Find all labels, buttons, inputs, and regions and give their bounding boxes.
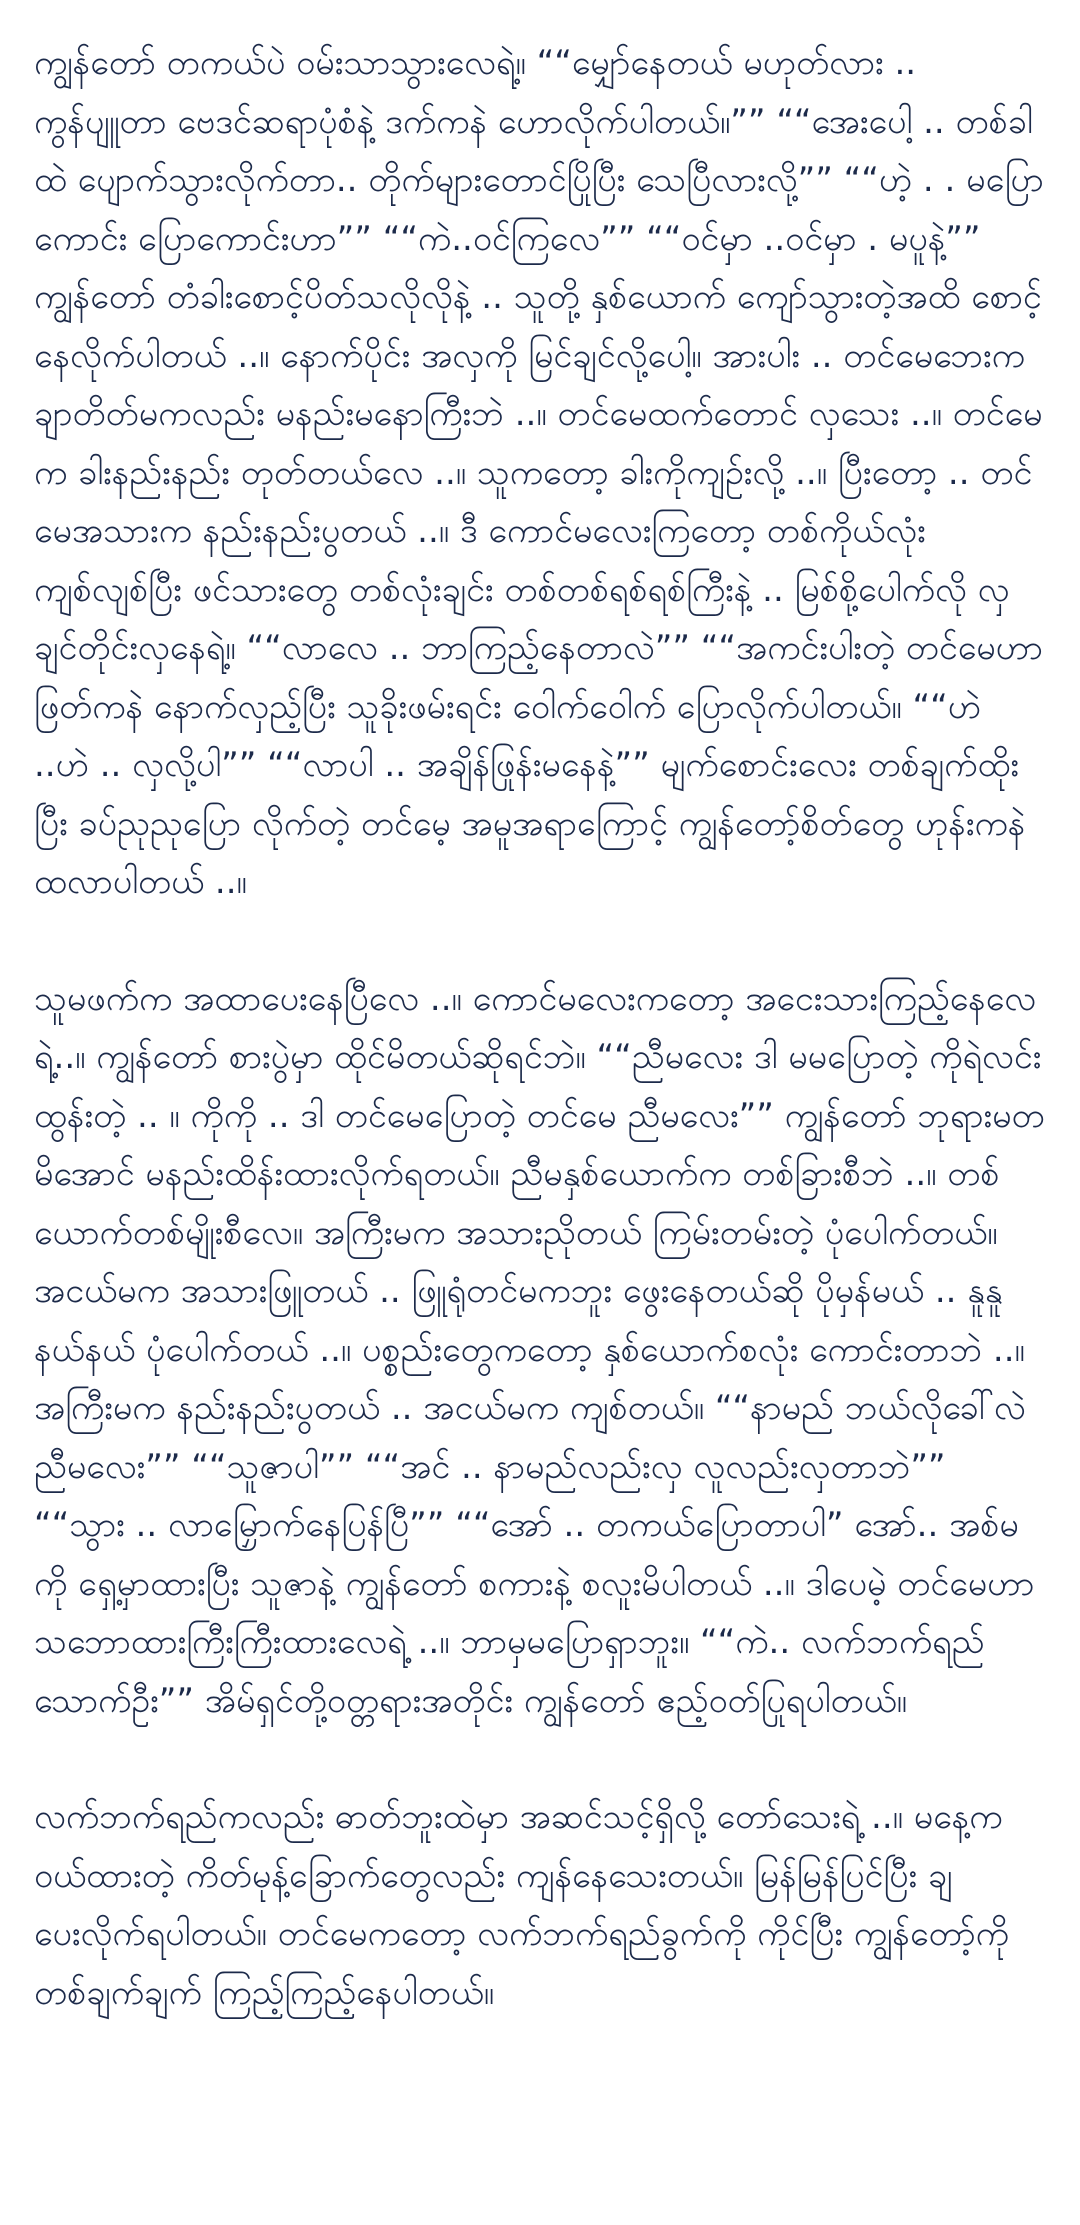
paragraph: သူမဖက်က အထာပေးနေပြီလေ ..။ ကောင်မလေးကတော့ အငေးသားကြည့်နေလေရဲ့..။ ကျွန်တော် စားပွဲမှာ ထိုင်မိတယ်ဆိုရင်ဘဲ။ ““ညီမလေး ဒါ မမပြောတဲ့ ကိုရဲလင်းထွန်းတဲ့ .. ။ ကိုကို .. ဒါ တင်မေပြောတဲ့ တင်မေ ညီမလေး”” ကျွန်တော် ဘုရားမတမိအောင် မနည်းထိန်းထားလိုက်ရတယ်။ ညီမနှစ်ယောက်က တစ်ခြားစီဘဲ ..။ တစ်ယောက်တစ်မျိုးစီလေ။ အကြီးမက အသားညိုတယ် ကြမ်းတမ်းတဲ့ ပုံပေါက်တယ်။ အငယ်မက အသားဖြူတယ် .. ဖြူရုံတင်မကဘူး ဖွေးနေတယ်ဆို ပိုမှန်မယ် .. နူနူနယ်နယ် ပုံပေါက်တယ် ..။ ပစ္စည်းတွေကတော့ နှစ်ယောက်စလုံး ကောင်းတာဘဲ ..။ အကြီးမက နည်းနည်းပွတယ် .. အငယ်မက ကျစ်တယ်။ ““နာမည် ဘယ်လိုခေါ်လဲ ညီမလေး”” ““သူဇာပါ”” ““အင် .. နာမည်လည်းလှ လူလည်းလှတာဘဲ”” ““သွား .. လာမြှောက်နေပြန်ပြီ”” ““အော် .. တကယ်ပြောတာပါ” အော်.. အစ်မကို ရှေ့မှာထားပြီး သူဇာနဲ့ ကျွန်တော် စကားနဲ့ စလူးမိပါတယ် ..။ ဒါပေမဲ့ တင်မေဟာ သဘောထားကြီးကြီးထားလေရဲ့ ..။ ဘာမှမပြောရှာဘူး။ ““ကဲ.. လက်ဘက်ရည်သောက်ဦး”” အိမ်ရှင်တို့ဝတ္တရားအတိုင်း ကျွန်တော် ဧည့်ဝတ်ပြုရပါတယ်။ (34, 978, 1045, 1721)
paragraph: ကျွန်တော် တကယ်ပဲ ဝမ်းသာသွားလေရဲ့။ ““မျှော်နေတယ် မဟုတ်လား .. ကွန်ပျူတာ ဗေဒင်ဆရာပုံစံနဲ့ ဒက်ကနဲ ဟောလိုက်ပါတယ်။”” ““အေးပေါ့ .. တစ်ခါထဲ ပျောက်သွားလိုက်တာ.. တိုက်များတောင်ပြိုပြီး သေပြီလားလို့”” ““ဟဲ့ . . မပြောကောင်း ပြောကောင်းဟာ”” ““ကဲ..ဝင်ကြလေ”” ““ဝင်မှာ ..ဝင်မှာ . မပူနဲ့”” ကျွန်တော် တံခါးစောင့်ပိတ်သလိုလိုနဲ့ .. သူတို့ နှစ်ယောက် ကျော်သွားတဲ့အထိ စောင့်နေလိုက်ပါတယ် ..။ နောက်ပိုင်း အလှကို မြင်ချင်လို့ပေါ့။ အားပါး .. တင်မေဘေးက ချာတိတ်မကလည်း မနည်းမနောကြီးဘဲ ..။ တင်မေထက်တောင် လှသေး ..။ တင်မေက ခါးနည်းနည်း တုတ်တယ်လေ ..။ သူကတော့ ခါးကိုကျဉ်းလို့ ..။ ပြီးတော့ .. တင်မေအသားက နည်းနည်းပွတယ် ..။ ဒီ ကောင်မလေးကြတော့ တစ်ကိုယ်လုံး ကျစ်လျစ်ပြီး ဖင်သားတွေ တစ်လုံးချင်း တစ်တစ်ရစ်ရစ်ကြီးနဲ့ .. မြစ်စို့ပေါက်လို လှချင်တိုင်းလှနေရဲ့။ ““လာလေ .. ဘာကြည့်နေတာလဲ”” ““အကင်းပါးတဲ့ တင်မေဟာ ဖြတ်ကနဲ နောက်လှည့်ပြီး သူခိုးဖမ်းရင်း ဝေါက်ဝေါက် ပြောလိုက်ပါတယ်။ ““ဟဲ ..ဟဲ .. လှလို့ပါ”” ““လာပါ .. အချိန်ဖြုန်းမနေနဲ့”” မျက်စောင်းလေး တစ်ချက်ထိုးပြီး ခပ်ညုညုပြော လိုက်တဲ့ တင်မေ့ အမူအရာကြောင့် ကျွန်တော့်စိတ်တွေ ဟုန်းကနဲ ထလာပါတယ် ..။ (34, 43, 1044, 902)
paragraph: လက်ဘက်ရည်ကလည်း ဓာတ်ဘူးထဲမှာ အဆင်သင့်ရှိလို့ တော်သေးရဲ့ ..။ မနေ့က ဝယ်ထားတဲ့ ကိတ်မုန့်ခြောက်တွေလည်း ကျန်နေသေးတယ်။ မြန်မြန်ပြင်ပြီး ချပေးလိုက်ရပါတယ်။ တင်မေကတော့ လက်ဘက်ရည်ခွက်ကို ကိုင်ပြီး ကျွန်တော့်ကို တစ်ချက်ချက် ကြည့်ကြည့်နေပါတယ်။ (34, 1797, 1009, 2013)
article-body (34, 34, 1046, 2080)
